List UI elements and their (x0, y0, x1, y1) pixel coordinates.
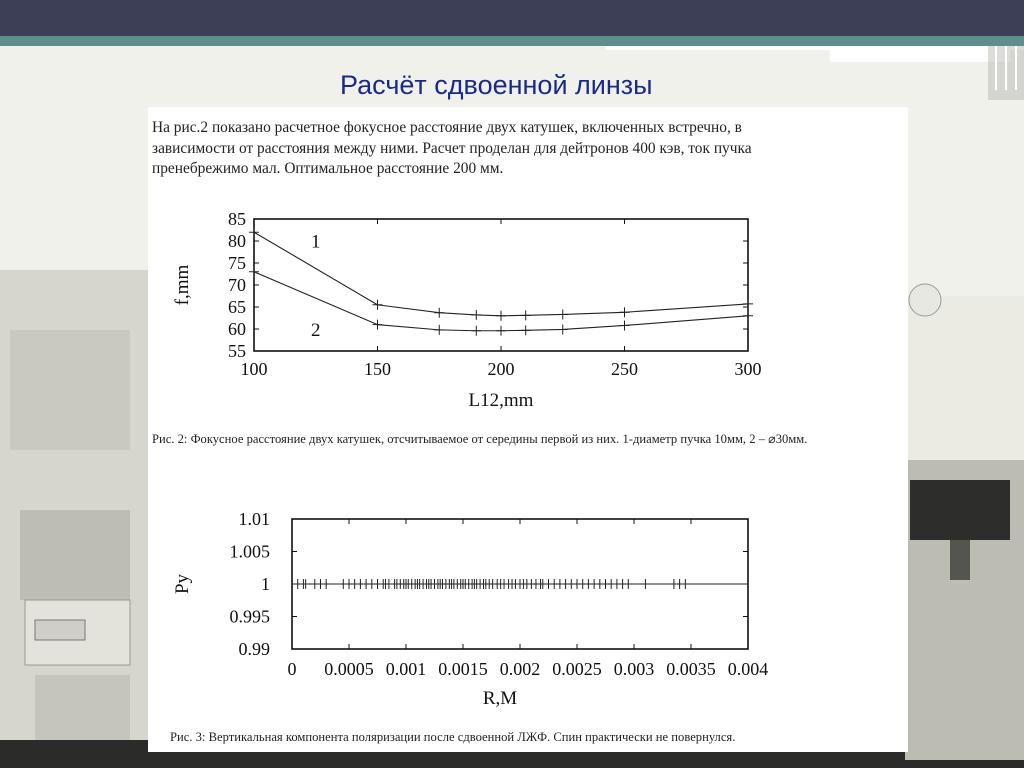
y-tick-label: 55 (228, 341, 246, 361)
x-tick-label: 250 (611, 359, 638, 379)
y-tick-label: 1.005 (229, 541, 270, 562)
x-tick-label: 300 (734, 359, 762, 379)
paragraph-line: пренебрежимо мал. Оптимальное расстояние 200 мм. (152, 160, 504, 177)
focal-length-chart (150, 205, 790, 420)
series-label-1: 1 (311, 231, 321, 253)
polarization-chart (150, 505, 810, 720)
data-point (521, 325, 531, 335)
figure3-caption: Рис. 3: Вертикальная компонента поляризации после сдвоенной ЛЖФ. Спин практически не повернулся. (170, 730, 736, 744)
y-tick-label: 0.99 (238, 639, 270, 659)
x-tick-label: 0.004 (727, 659, 769, 679)
y-tick-label: 1.01 (238, 509, 270, 529)
x-axis-label: R,M (482, 688, 518, 709)
data-point (558, 324, 568, 334)
series-line-2 (254, 272, 748, 331)
data-point (373, 300, 383, 310)
data-point (434, 325, 444, 335)
y-tick-label: 65 (228, 297, 246, 317)
y-tick-label: 70 (228, 275, 246, 295)
x-tick-label: 0.003 (613, 659, 655, 679)
series-label-2: 2 (311, 320, 321, 342)
intro-paragraph (152, 118, 894, 180)
x-tick-label: 150 (364, 359, 391, 379)
y-axis-label: Py (172, 573, 193, 595)
y-tick-label: 0.995 (229, 606, 270, 627)
data-point (496, 326, 506, 336)
x-axis-label: L12,mm (468, 390, 534, 411)
data-point (471, 310, 481, 320)
y-tick-label: 80 (228, 231, 246, 251)
slide-title: Расчёт сдвоенной линзы (340, 70, 653, 100)
data-point (620, 307, 630, 317)
y-tick-label: 1 (261, 574, 270, 594)
data-point (434, 308, 444, 318)
data-point (521, 310, 531, 320)
y-tick-label: 75 (228, 253, 246, 273)
x-tick-label: 0.0015 (438, 659, 488, 679)
data-point (743, 311, 753, 321)
slide-top-bar (0, 0, 1024, 36)
data-point (620, 320, 630, 330)
x-tick-label: 0.0035 (666, 659, 716, 679)
x-tick-label: 0.002 (499, 659, 541, 679)
y-tick-label: 85 (228, 209, 246, 229)
x-tick-label: 0.001 (385, 659, 427, 679)
figure2-caption: Рис. 2: Фокусное расстояние двух катушек, отсчитываемое от середины первой из них. 1-диаметр пучка 10мм, 2 – ⌀30мм. (152, 432, 808, 446)
x-tick-label: 0.0025 (552, 659, 602, 679)
data-point (471, 326, 481, 336)
y-axis-label: f,mm (172, 264, 193, 306)
y-tick-label: 60 (228, 319, 246, 339)
slide-accent-band (0, 36, 1024, 46)
x-tick-label: 0.0005 (324, 659, 374, 679)
x-tick-label: 200 (487, 359, 515, 379)
data-point (496, 311, 506, 321)
paragraph-line: зависимости от расстояния между ними. Расчет проделан для дейтронов 400 кэв, ток пучка (152, 139, 752, 157)
data-point (558, 309, 568, 319)
paragraph-line: На рис.2 показано расчетное фокусное расстояние двух катушек, включенных встречно, в (152, 119, 742, 136)
data-point (373, 320, 383, 330)
data-point (249, 227, 259, 237)
x-tick-label: 0 (287, 659, 297, 679)
data-point (249, 267, 259, 277)
x-tick-label: 100 (240, 359, 268, 379)
